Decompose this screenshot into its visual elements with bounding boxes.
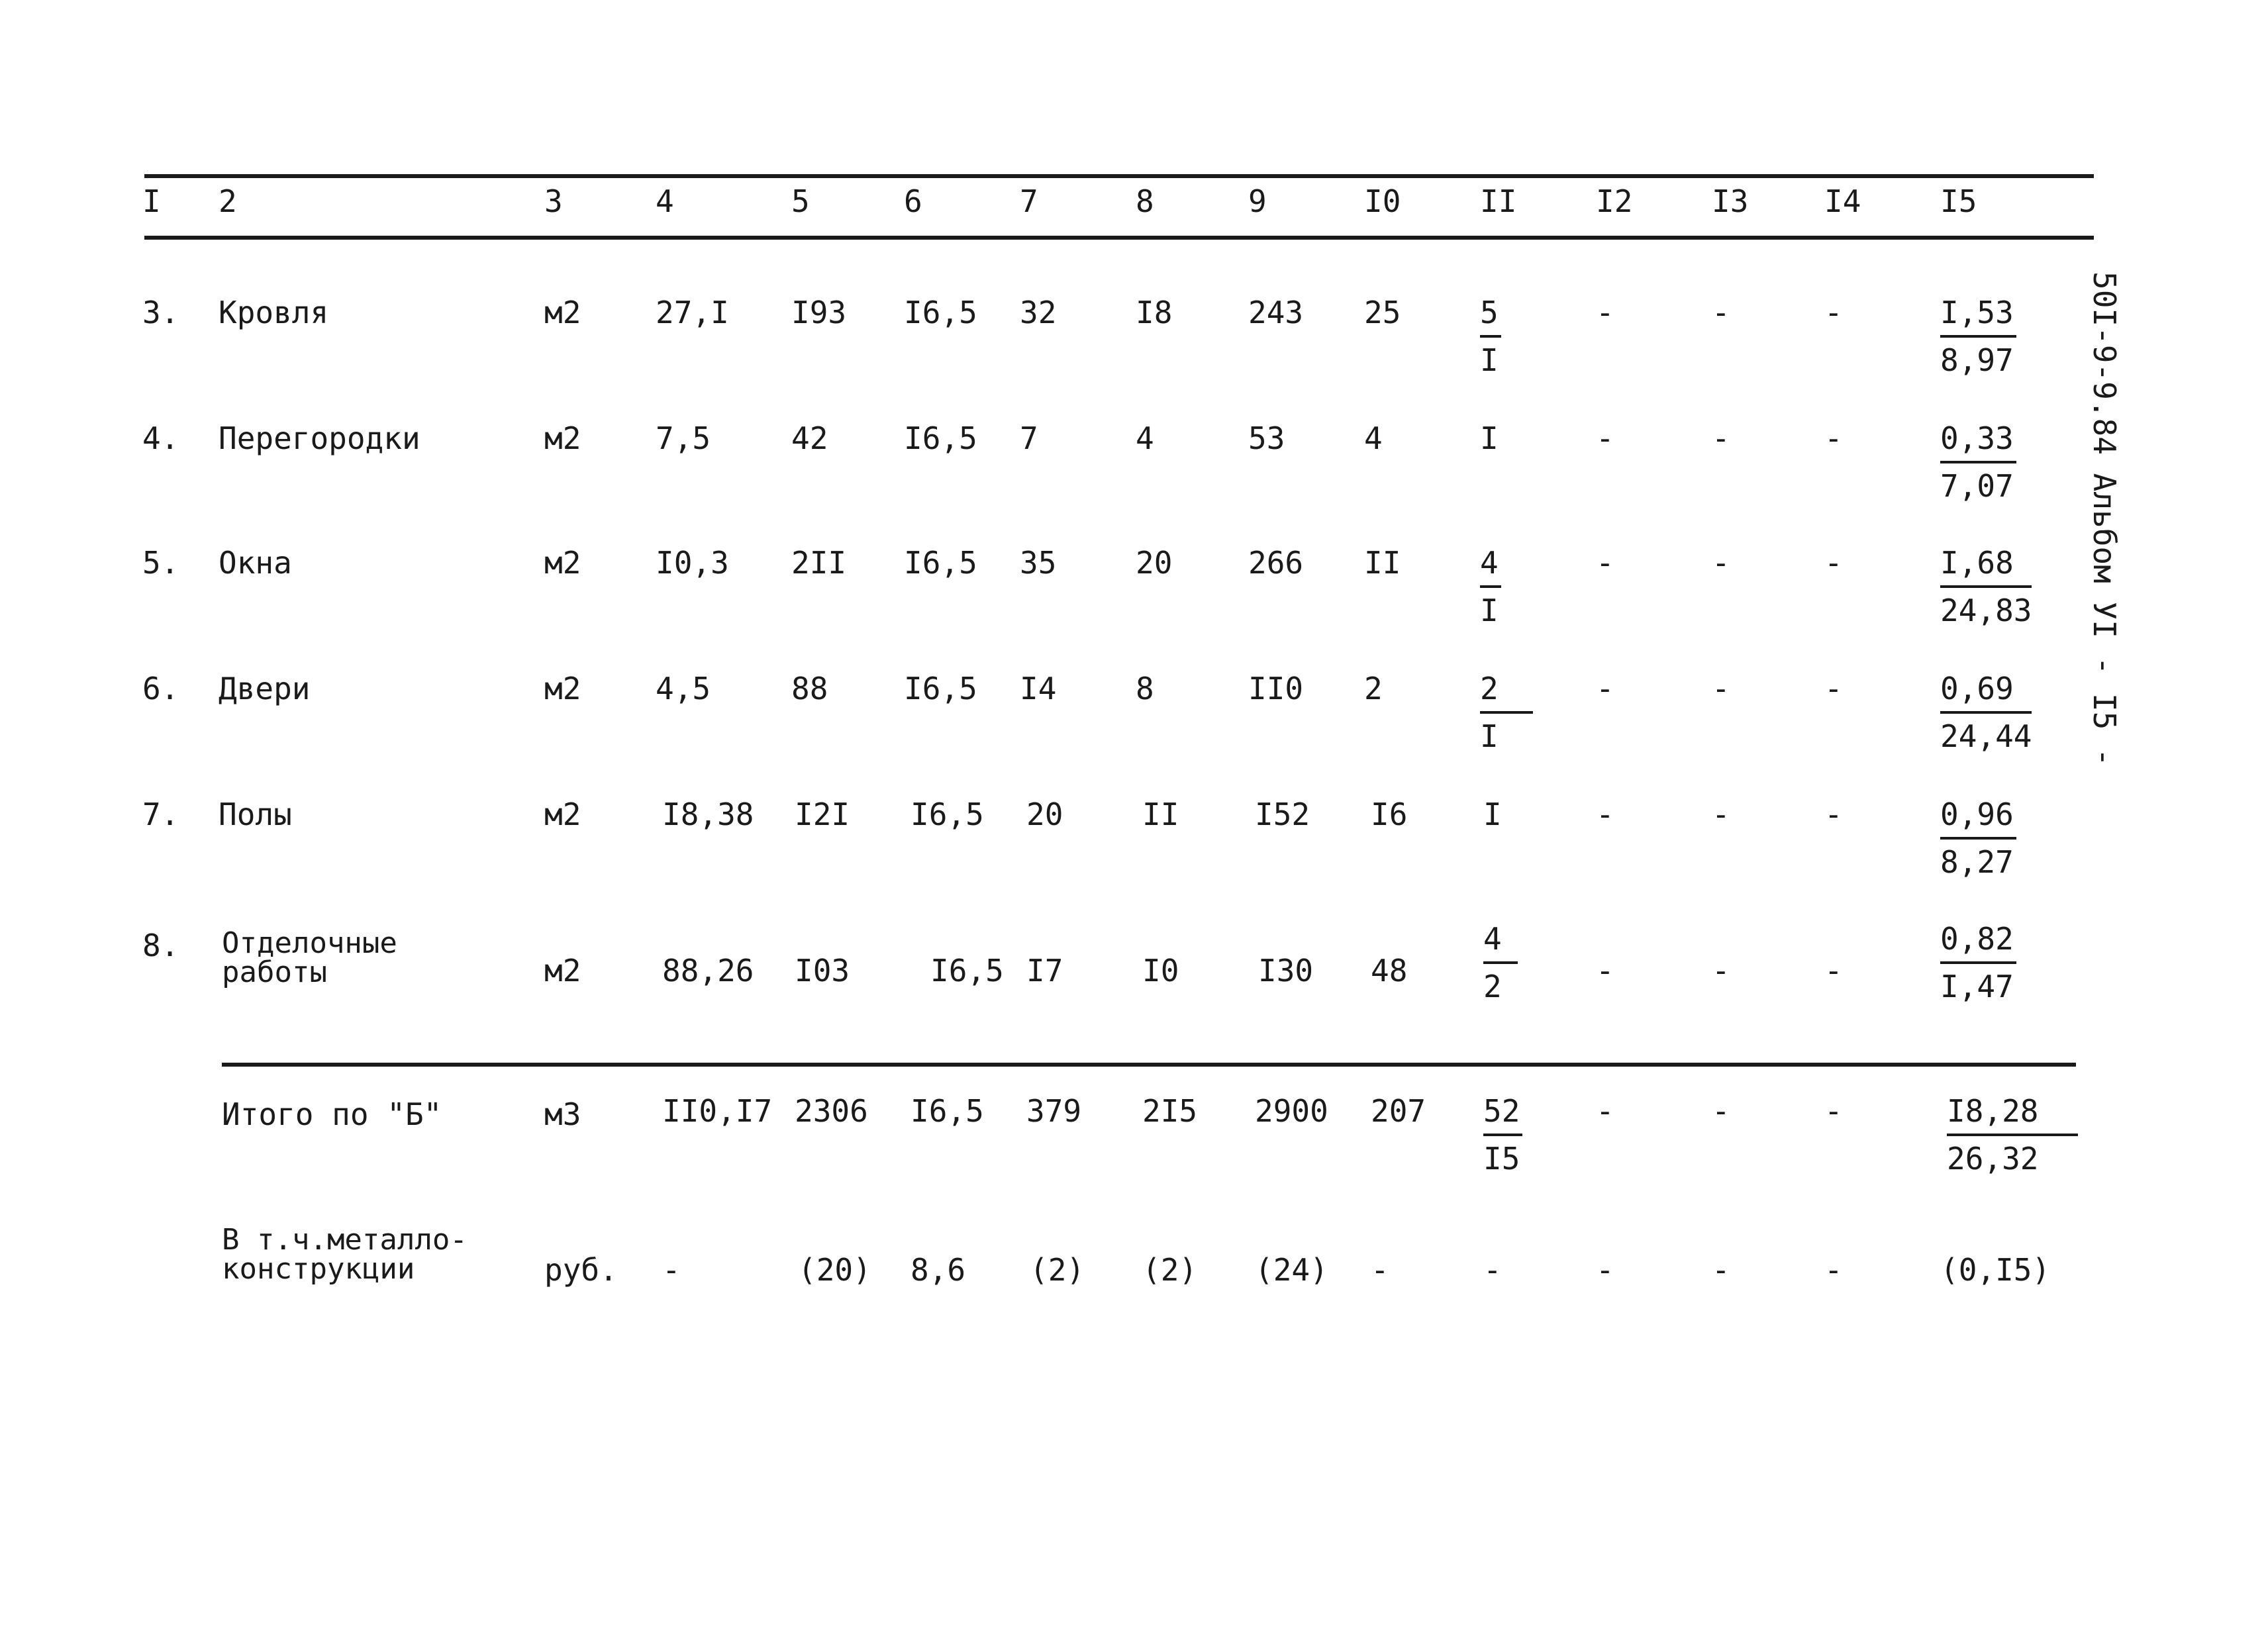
header-col-11: II [1480,183,1517,219]
header-top-rule [144,174,2094,178]
row-c11-denominator: I [1480,593,1499,628]
row-c15-denominator: 24,44 [1940,718,2032,754]
row-c11-fraction [1480,544,1501,629]
row-c8: 8 [1136,671,1154,706]
row-c7: 35 [1020,545,1057,581]
row-unit: м2 [544,797,581,832]
row-c13: - [1712,797,1730,832]
total-c11-denominator: I5 [1483,1141,1520,1177]
row-c9: 243 [1248,295,1304,330]
row-c10: I6 [1371,797,1408,832]
row-name: Перегородки [219,420,420,456]
row-number: 4. [142,420,179,456]
row-unit: м2 [544,953,581,989]
row-unit: м2 [544,295,581,330]
total-name: Итого по "Б" [222,1096,442,1132]
row-c5: 42 [791,420,828,456]
row-c11-denominator: 2 [1483,969,1502,1004]
total-c15-fraction [1947,1092,2078,1177]
row-c11-fraction [1480,670,1533,755]
row-c10: 25 [1364,295,1401,330]
row-c11: I [1483,797,1502,832]
row-name: Полы [219,797,292,832]
total-c4: II0,I7 [662,1093,773,1129]
row-name: Двери [219,671,311,706]
row-c10: 48 [1371,953,1408,989]
row-c4: 27,I [656,295,729,330]
header-col-7: 7 [1020,183,1038,219]
total-c7: 379 [1026,1093,1082,1129]
row-name-line-2: работы [222,955,327,989]
total-c13: - [1712,1093,1730,1129]
row-c15-numerator: 0,96 [1940,796,2016,840]
row-c15-fraction [1940,544,2032,629]
metal-c11: - [1483,1252,1502,1288]
row-unit: м2 [544,671,581,706]
row-name-line-1: Отделочные [222,926,397,960]
row-c8: I8 [1136,295,1173,330]
row-c7: 20 [1026,797,1063,832]
metal-c9: (24) [1255,1252,1328,1288]
row-c15-denominator: 8,97 [1940,342,2014,378]
row-c14: - [1824,953,1843,989]
row-c4: I8,38 [662,797,754,832]
row-c13: - [1712,953,1730,989]
total-c12: - [1596,1093,1614,1129]
side-document-label: 50I-9-9.84 Альбом УI - I5 - [2087,271,2122,767]
row-c10: 2 [1364,671,1383,706]
total-unit: м3 [544,1096,581,1132]
metal-c4: - [662,1252,681,1288]
row-c11-fraction [1483,920,1518,1005]
row-unit: м2 [544,420,581,456]
row-c13: - [1712,295,1730,330]
row-c15-denominator: 7,07 [1940,468,2014,504]
metal-c10: - [1371,1252,1389,1288]
row-c15-denominator: 8,27 [1940,844,2014,880]
total-c5: 2306 [795,1093,868,1129]
header-col-13: I3 [1712,183,1749,219]
row-c12: - [1596,671,1614,706]
row-c4: I0,3 [656,545,729,581]
row-c11-numerator: 5 [1480,294,1501,338]
row-c4: 7,5 [656,420,711,456]
row-number: 3. [142,295,179,330]
metal-c13: - [1712,1252,1730,1288]
row-unit: м2 [544,545,581,581]
total-c14: - [1824,1093,1843,1129]
row-c15-numerator: 0,82 [1940,920,2016,964]
row-c14: - [1824,671,1843,706]
header-col-14: I4 [1824,183,1861,219]
row-name: Кровля [219,295,329,330]
row-c6: I6,5 [911,797,984,832]
totals-rule [222,1063,2076,1067]
header-bottom-rule [144,236,2094,240]
row-c10: II [1364,545,1401,581]
row-c13: - [1712,545,1730,581]
row-c6: I6,5 [904,420,977,456]
row-c11-denominator: I [1480,718,1499,754]
row-c8: 4 [1136,420,1154,456]
row-c9: II0 [1248,671,1304,706]
header-col-5: 5 [791,183,810,219]
total-c15-denominator: 26,32 [1947,1141,2039,1177]
row-c11: I [1480,420,1499,456]
row-c6: I6,5 [904,545,977,581]
row-c5: 88 [791,671,828,706]
row-c9: 266 [1248,545,1304,581]
header-col-10: I0 [1364,183,1401,219]
metal-c5: (20) [798,1252,871,1288]
metal-c15: (0,I5) [1940,1252,2051,1288]
row-c14: - [1824,545,1843,581]
metal-c14: - [1824,1252,1843,1288]
row-c15-numerator: 0,69 [1940,670,2032,714]
header-col-3: 3 [544,183,563,219]
row-c14: - [1824,797,1843,832]
row-c11-fraction [1480,294,1501,379]
total-c6: I6,5 [911,1093,984,1129]
row-c11-numerator: 2 [1480,670,1533,714]
metal-c12: - [1596,1252,1614,1288]
header-col-15: I5 [1940,183,1977,219]
row-c12: - [1596,295,1614,330]
row-c14: - [1824,420,1843,456]
row-number: 7. [142,797,179,832]
row-c15-fraction [1940,920,2016,1005]
row-c5: I03 [795,953,850,989]
row-c15-fraction [1940,420,2016,505]
row-c15-denominator: I,47 [1940,969,2014,1004]
row-c11-numerator: 4 [1483,920,1518,964]
row-c5: I93 [791,295,847,330]
total-c10: 207 [1371,1093,1426,1129]
metal-name-line-1: В т.ч.металло- [222,1223,468,1257]
row-c15-fraction [1940,796,2016,881]
row-c14: - [1824,295,1843,330]
header-col-2: 2 [219,183,237,219]
row-name: Окна [219,545,292,581]
metal-name-line-2: конструкции [222,1252,415,1286]
row-c12: - [1596,797,1614,832]
row-c15-fraction [1940,670,2032,755]
row-c15-numerator: I,68 [1940,544,2032,588]
row-c5: I2I [795,797,850,832]
header-col-12: I2 [1596,183,1633,219]
row-c12: - [1596,420,1614,456]
row-c5: 2II [791,545,847,581]
row-c7: 32 [1020,295,1057,330]
row-c9: I30 [1258,953,1314,989]
row-c9: 53 [1248,420,1285,456]
row-c6: I6,5 [930,953,1004,989]
row-c4: 4,5 [656,671,711,706]
row-c15-numerator: 0,33 [1940,420,2016,463]
metal-c7: (2) [1030,1252,1085,1288]
row-c4: 88,26 [662,953,754,989]
row-c10: 4 [1364,420,1383,456]
header-col-6: 6 [904,183,922,219]
row-c13: - [1712,671,1730,706]
row-c12: - [1596,545,1614,581]
row-c6: I6,5 [904,671,977,706]
row-number: 5. [142,545,179,581]
row-c11-denominator: I [1480,342,1499,378]
row-c9: I52 [1255,797,1310,832]
row-c7: I7 [1026,953,1063,989]
total-c9: 2900 [1255,1093,1328,1129]
metal-unit: руб. [544,1252,618,1288]
header-col-9: 9 [1248,183,1267,219]
total-c8: 2I5 [1142,1093,1198,1129]
row-c11-numerator: 4 [1480,544,1501,588]
total-c15-numerator: I8,28 [1947,1092,2078,1136]
header-col-1: I [142,183,161,219]
header-col-8: 8 [1136,183,1154,219]
row-c13: - [1712,420,1730,456]
row-c8: II [1142,797,1179,832]
metal-c6: 8,6 [911,1252,966,1288]
metal-c8: (2) [1142,1252,1198,1288]
header-col-4: 4 [656,183,674,219]
row-c15-denominator: 24,83 [1940,593,2032,628]
total-c11-numerator: 52 [1483,1092,1522,1136]
total-c11-fraction [1483,1092,1522,1177]
row-c8: I0 [1142,953,1179,989]
row-c6: I6,5 [904,295,977,330]
row-c7: I4 [1020,671,1057,706]
row-c15-fraction [1940,294,2016,379]
row-c12: - [1596,953,1614,989]
row-number: 8. [142,928,179,963]
row-c15-numerator: I,53 [1940,294,2016,338]
row-c8: 20 [1136,545,1173,581]
row-c7: 7 [1020,420,1038,456]
row-number: 6. [142,671,179,706]
